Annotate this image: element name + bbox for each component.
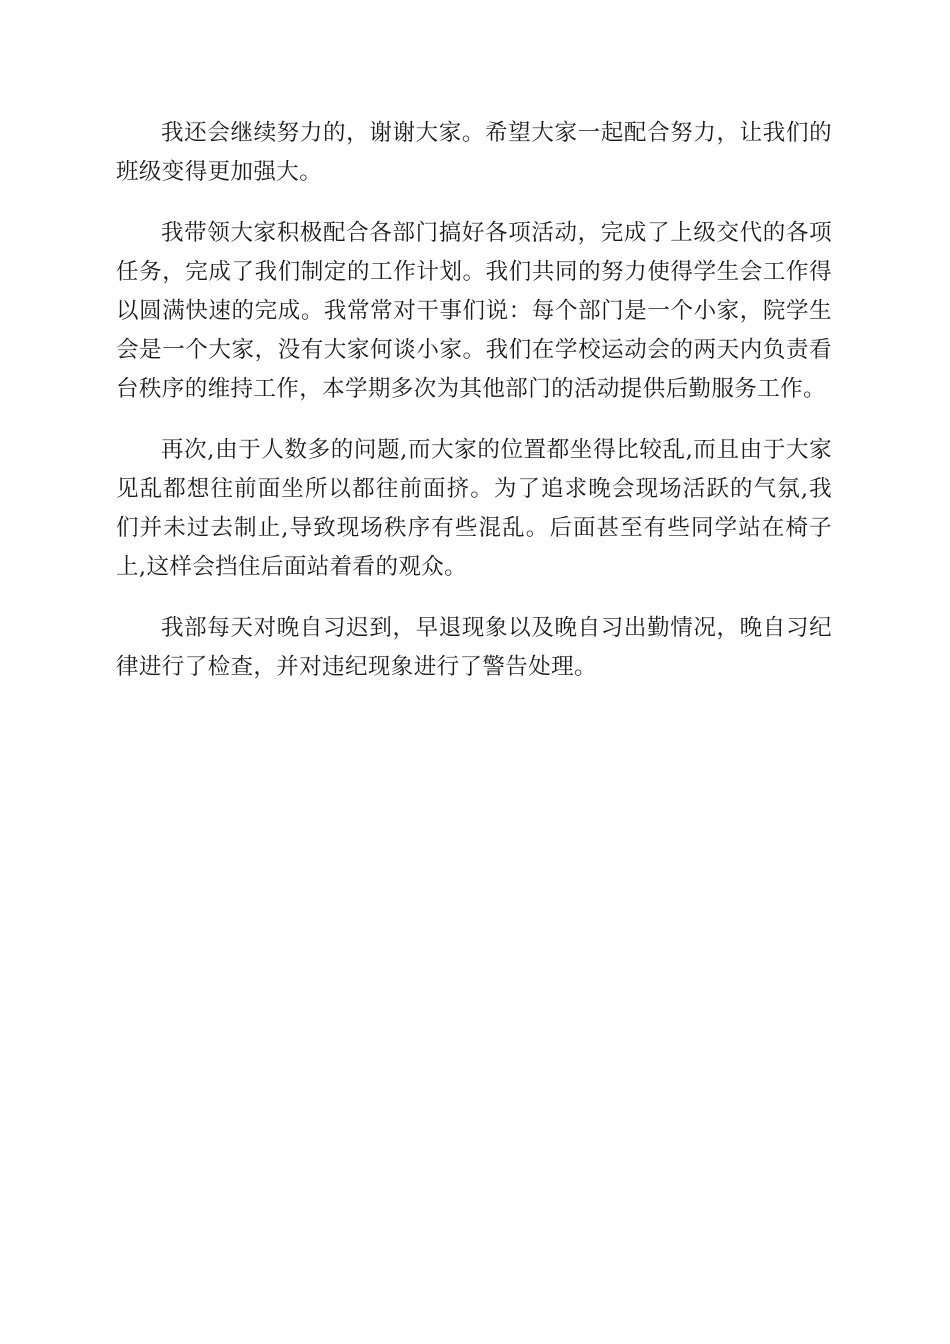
document-body [116,114,832,709]
paragraph-4: 我部每天对晚自习迟到，早退现象以及晚自习出勤情况，晚自习纪律进行了检查，并对违纪现象进行了警告处理。 [116,615,832,680]
paragraph-2: 我带领大家积极配合各部门搞好各项活动，完成了上级交代的各项任务，完成了我们制定的工作计划。我们共同的努力使得学生会工作得以圆满快速的完成。我常常对干事们说：每个部门是一个小家，院学生会是一个大家，没有大家何谈小家。我们在学校运动会的两天内负责看台秩序的维持工作，本学期多次为其他部门的活动提供后勤服务工作。 [116,220,832,402]
paragraph-1: 我还会继续努力的，谢谢大家。希望大家一起配合努力，让我们的班级变得更加强大。 [116,120,832,185]
paragraph-3: 再次,由于人数多的问题,而大家的位置都坐得比较乱,而且由于大家见乱都想往前面坐所以都往前面挤。为了追求晚会现场活跃的气氛,我们并未过去制止,导致现场秩序有些混乱。后面甚至有些同学站在椅子上,这样会挡住后面站着看的观众。 [116,437,832,580]
